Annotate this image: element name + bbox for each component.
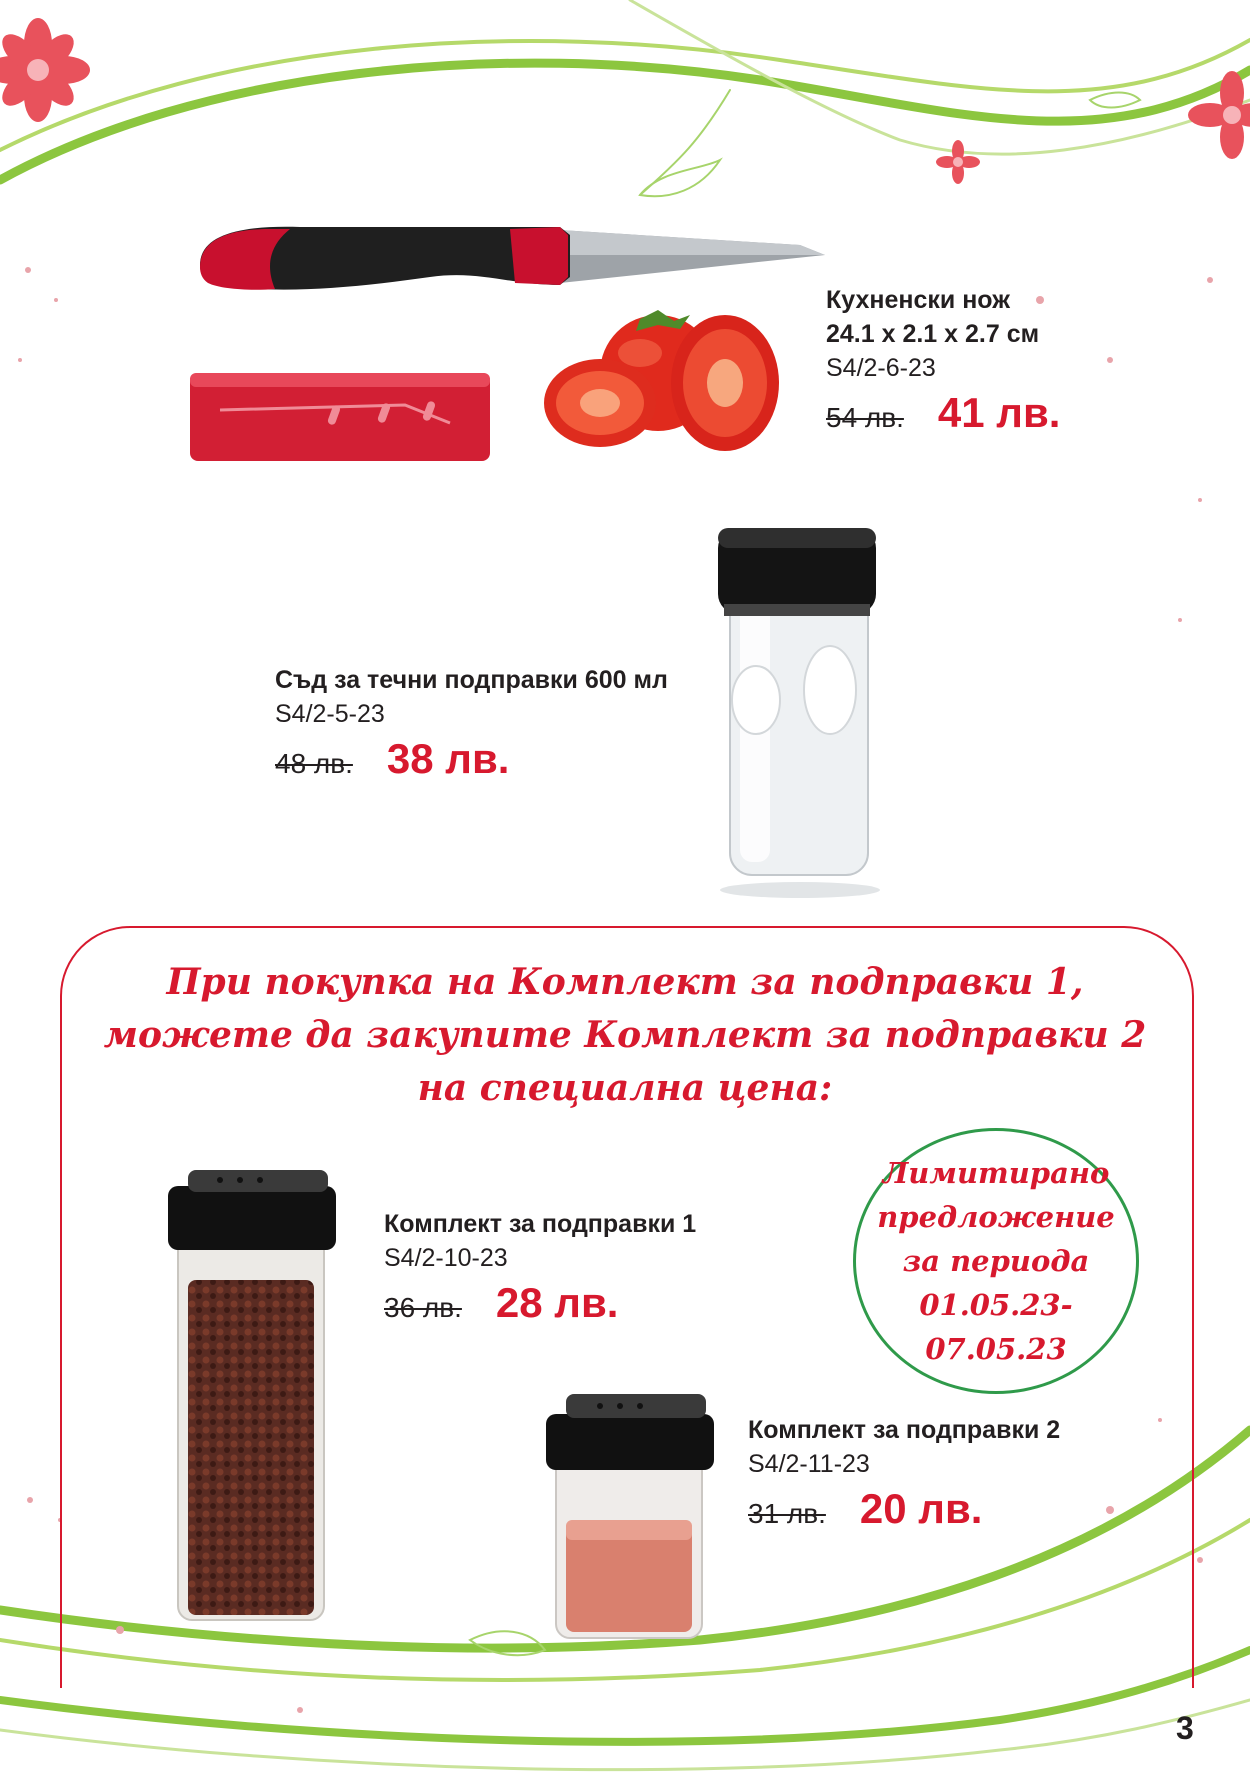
knife-new-price: 41 лв.	[937, 389, 1061, 436]
spice-set-1-code: S4/2-10-23	[384, 1244, 508, 1272]
limited-offer-line-2: предложение	[877, 1200, 1115, 1234]
spice-set-2-image	[538, 1390, 718, 1650]
limited-offer-badge	[853, 1128, 1139, 1394]
spice-set-2-new-price: 20 лв.	[859, 1485, 983, 1532]
spice-set-2-old-price: 31 лв.	[748, 1498, 826, 1529]
spice-set-1-title: Комплект за подправки 1	[384, 1210, 697, 1238]
tomato-image	[540, 305, 780, 455]
spice-set-1-new-price: 28 лв.	[495, 1279, 619, 1326]
liquid-spice-title: Съд за течни подправки 600 мл	[275, 666, 668, 694]
limited-offer-line-3: за периода	[902, 1244, 1090, 1278]
limited-offer-line-1: Лимитирано	[882, 1156, 1110, 1190]
promo-line-3: на специална цена:	[417, 1067, 833, 1109]
spice-set-1-old-price: 36 лв.	[384, 1292, 462, 1323]
knife-code: S4/2-6-23	[826, 354, 936, 382]
page-number: 3	[1176, 1710, 1194, 1746]
knife-size: 24.1 x 2.1 x 2.7 см	[826, 320, 1040, 348]
liquid-spice-code: S4/2-5-23	[275, 700, 385, 728]
liquid-spice-container-image	[700, 520, 890, 910]
limited-offer-dates: 01.05.23-07.05.23	[919, 1288, 1073, 1366]
liquid-spice-new-price: 38 лв.	[386, 735, 510, 782]
top-vine	[0, 0, 1250, 196]
liquid-spice-old-price: 48 лв.	[275, 748, 353, 779]
knife-title: Кухненски нож	[826, 286, 1010, 314]
knife-old-price: 54 лв.	[826, 402, 904, 433]
spice-set-2-title: Комплект за подправки 2	[748, 1416, 1061, 1444]
promo-line-2: можете да закупите Комплект за подправки 2	[103, 1014, 1147, 1056]
promo-line-1: При покупка на Комплект за подправки 1,	[166, 961, 1084, 1003]
spice-set-1-image	[160, 1160, 340, 1630]
spice-set-2-code: S4/2-11-23	[748, 1450, 870, 1478]
promo-headline	[60, 956, 1190, 1115]
